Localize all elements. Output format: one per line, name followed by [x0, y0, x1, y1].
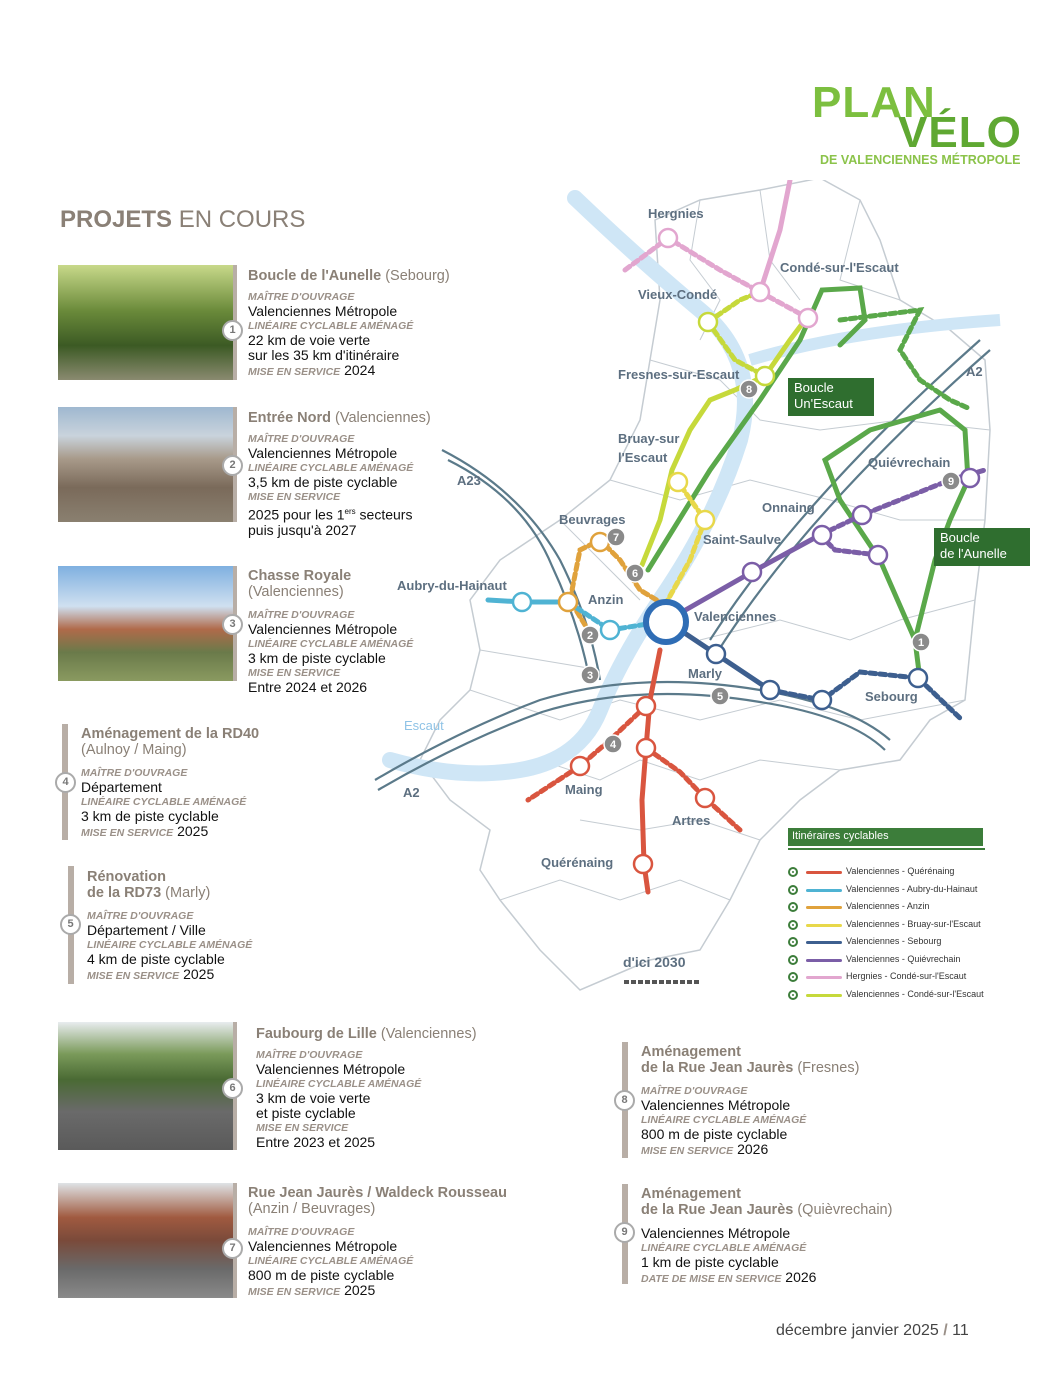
legend-bullet-icon — [788, 990, 798, 1000]
project-rd40: Aménagement de la RD40 (Aulnoy / Maing) MAÎTRE D'OUVRAGE Département LINÉAIRE CYCLABLE AMÉNAGÉ 3 km de piste cyclable MISE EN SERVICE 2025 — [81, 726, 260, 839]
project-number-badge: 6 — [222, 1078, 243, 1099]
label-fresnes: Fresnes-sur-Escaut — [618, 367, 740, 382]
legend-label: Valenciennes - Quiévrechain — [846, 953, 961, 964]
label-querenaing: Quérénaing — [541, 855, 614, 870]
stop-onnaing-2 — [813, 526, 831, 544]
map-marker-4 — [604, 735, 622, 753]
stop-bruay — [669, 473, 687, 491]
photo-faubourg-de-lille — [58, 1022, 237, 1150]
legend-bullet-icon — [788, 937, 798, 947]
project-number-badge: 7 — [222, 1238, 243, 1259]
photo-rue-jean-jaures-anzin — [58, 1183, 237, 1298]
stop-querenaing — [634, 855, 652, 873]
boucle-escaut-label-2: Un'Escaut — [794, 396, 853, 411]
photo-chasse-royale — [58, 566, 237, 681]
label-conde: Condé-sur-l'Escaut — [780, 260, 899, 275]
svg-text:7: 7 — [612, 532, 620, 544]
boucle-aunelle-label-1: Boucle — [940, 530, 980, 545]
stop-aulnoy — [637, 697, 655, 715]
label-maing: Maing — [565, 782, 603, 797]
stop-conde-2 — [799, 309, 817, 327]
stop-marly-2 — [761, 681, 779, 699]
stop-aulnoy-2 — [637, 739, 655, 757]
stop-saint-saulve — [696, 511, 714, 529]
legend-title: Itinéraires cyclables — [788, 828, 983, 846]
legend-label: Valenciennes - Quérénaing — [846, 866, 955, 876]
project-faubourg-de-lille: Faubourg de Lille (Valenciennes) MAÎTRE D'OUVRAGE Valenciennes Métropole LINÉAIRE CYCLABLE AMÉNAGÉ 3 km de voie verte et piste cyclable MISE EN SERVICE Entre 2023 et 2025 — [256, 1026, 477, 1150]
logo-plan: PLAN — [812, 78, 936, 127]
cycle-routes-map — [360, 180, 1060, 1020]
horizon-label: d'ici 2030 — [623, 954, 686, 970]
svg-text:3: 3 — [586, 670, 594, 682]
project-jean-jaures-waldeck: Rue Jean Jaurès / Waldeck Rousseau (Anzin / Beuvrages) MAÎTRE D'OUVRAGE Valenciennes Métropole LINÉAIRE CYCLABLE AMÉNAGÉ 800 m de piste cyclable MISE EN SERVICE 2025 — [248, 1185, 507, 1298]
stop-maing — [571, 757, 589, 775]
stop-anzin — [559, 593, 577, 611]
legend-swatch — [806, 959, 842, 962]
legend-bullet-icon — [788, 885, 798, 895]
boucle-aunelle-label-2: de l'Aunelle — [940, 546, 1007, 561]
project-rd73: Rénovation de la RD73 (Marly) MAÎTRE D'OUVRAGE Département / Ville LINÉAIRE CYCLABLE AMÉNAGÉ 4 km de piste cyclable MISE EN SERVICE 2025 — [87, 869, 253, 982]
project-number-badge: 5 — [60, 914, 81, 935]
map-marker-2 — [581, 626, 599, 644]
label-a2-west: A2 — [403, 785, 420, 800]
project-jean-jaures-quievrechain: Aménagement de la Rue Jean Jaurès (Quièvrechain) Valenciennes Métropole LINÉAIRE CYCLABLE AMÉNAGÉ 1 km de piste cyclable DATE DE MISE EN SERVICE 2026 — [641, 1186, 893, 1285]
map-marker-7 — [607, 528, 625, 546]
stop-sebourg-1 — [813, 691, 831, 709]
label-onnaing: Onnaing — [762, 500, 815, 515]
legend-label: Valenciennes - Sebourg — [846, 936, 942, 946]
stop-quievrechain-3 — [961, 469, 979, 487]
legend-label: Hergnies - Condé-sur-l'Escaut — [846, 971, 967, 981]
legend-bullet-icon — [788, 867, 798, 877]
boucle-escaut-label-1: Boucle — [794, 380, 834, 395]
label-a23: A23 — [457, 473, 481, 488]
project-number-badge: 3 — [222, 614, 243, 635]
map-marker-6 — [626, 564, 644, 582]
legend-swatch — [806, 941, 842, 944]
label-sebourg: Sebourg — [865, 689, 918, 704]
map-marker-8 — [740, 380, 758, 398]
project-boucle-aunelle: Boucle de l'Aunelle (Sebourg) MAÎTRE D'OUVRAGE Valenciennes Métropole LINÉAIRE CYCLABLE AMÉNAGÉ 22 km de voie verte sur les 35 km d'itinéraire MISE EN SERVICE 2024 — [248, 268, 450, 378]
photo-entree-nord-aerial — [58, 407, 237, 522]
photo-cyclists-greenway — [58, 265, 237, 380]
stop-hergnies — [659, 229, 677, 247]
project-number-badge: 4 — [55, 772, 76, 793]
label-a2-east: A2 — [966, 364, 983, 379]
stop-fresnes — [756, 367, 774, 385]
stop-vieux-conde — [699, 313, 717, 331]
project-entree-nord: Entrée Nord (Valenciennes) MAÎTRE D'OUVRAGE Valenciennes Métropole LINÉAIRE CYCLABLE AMÉNAGÉ 3,5 km de piste cyclable MISE EN SERVICE 2025 pour les 1ers secteurs puis jusqu'à 2027 — [248, 410, 431, 538]
legend-swatch — [806, 924, 842, 927]
svg-text:6: 6 — [631, 568, 639, 580]
label-hergnies: Hergnies — [648, 206, 704, 221]
project-number-badge: 8 — [614, 1090, 635, 1111]
legend-bullet-icon — [788, 902, 798, 912]
label-saint-saulve: Saint-Saulve — [703, 532, 782, 547]
legend-swatch — [806, 871, 842, 874]
label-bruay-2: l'Escaut — [618, 450, 668, 465]
label-valenciennes: Valenciennes — [694, 609, 777, 624]
label-anzin: Anzin — [588, 592, 624, 607]
label-marly: Marly — [688, 666, 722, 681]
section-title: PROJETS EN COURS — [60, 206, 306, 233]
svg-text:4: 4 — [609, 739, 617, 751]
stop-beuvrages — [591, 533, 609, 551]
label-vieux-conde: Vieux-Condé — [638, 287, 718, 302]
project-number-badge: 9 — [614, 1222, 635, 1243]
logo-velo: VÉLO — [898, 108, 1022, 157]
svg-text:1: 1 — [917, 637, 925, 649]
legend-swatch — [806, 889, 842, 892]
svg-text:9: 9 — [947, 476, 955, 488]
legend-rule — [788, 848, 985, 850]
stop-quievrechain-1 — [853, 506, 871, 524]
legend-swatch — [806, 906, 842, 909]
label-bruay-1: Bruay-sur — [618, 431, 680, 446]
page-footer: décembre janvier 2025 / 11 — [776, 1322, 969, 1339]
map-marker-9 — [942, 472, 960, 490]
legend-bullet-icon — [788, 920, 798, 930]
project-number-badge: 2 — [222, 455, 243, 476]
project-number-badge: 1 — [222, 320, 243, 341]
map-marker-5 — [711, 687, 729, 705]
stop-artres — [696, 789, 714, 807]
label-quievrechain: Quiévrechain — [868, 455, 951, 470]
project-chasse-royale: Chasse Royale (Valenciennes) MAÎTRE D'OUVRAGE Valenciennes Métropole LINÉAIRE CYCLABLE AMÉNAGÉ 3 km de piste cyclable MISE EN SERVICE Entre 2024 et 2026 — [248, 568, 414, 695]
map-marker-3 — [581, 666, 599, 684]
map-marker-1 — [912, 633, 930, 651]
stop-quievrechain-2 — [869, 546, 887, 564]
legend-swatch — [806, 976, 842, 979]
legend-label: Valenciennes - Bruay-sur-l'Escaut — [846, 918, 981, 929]
svg-text:2: 2 — [586, 630, 594, 642]
svg-text:8: 8 — [745, 384, 753, 396]
stop-onnaing — [743, 563, 761, 581]
svg-text:5: 5 — [716, 691, 724, 703]
legend-bullet-icon — [788, 972, 798, 982]
stop-conde — [751, 283, 769, 301]
label-aubry: Aubry-du-Hainaut — [397, 578, 507, 593]
legend-label: Valenciennes - Aubry-du-Hainaut — [846, 883, 978, 894]
label-escaut: Escaut — [404, 718, 444, 733]
stop-marly — [707, 645, 725, 663]
project-jean-jaures-fresnes: Aménagement de la Rue Jean Jaurès (Fresnes) MAÎTRE D'OUVRAGE Valenciennes Métropole LINÉAIRE CYCLABLE AMÉNAGÉ 800 m de piste cyclable MISE EN SERVICE 2026 — [641, 1044, 860, 1157]
legend-label: Valenciennes - Condé-sur-l'Escaut — [846, 988, 984, 999]
stop-aubry — [513, 593, 531, 611]
legend-swatch — [806, 994, 842, 997]
label-artres: Artres — [672, 813, 711, 828]
stop-valenciennes — [646, 602, 686, 642]
label-beuvrages: Beuvrages — [559, 512, 626, 527]
legend-bullet-icon — [788, 955, 798, 965]
stop-sebourg-2 — [909, 669, 927, 687]
stop-anzin-cyan — [601, 621, 619, 639]
logo-subtitle: DE VALENCIENNES MÉTROPOLE — [820, 153, 1021, 167]
legend-label: Valenciennes - Anzin — [846, 901, 930, 911]
